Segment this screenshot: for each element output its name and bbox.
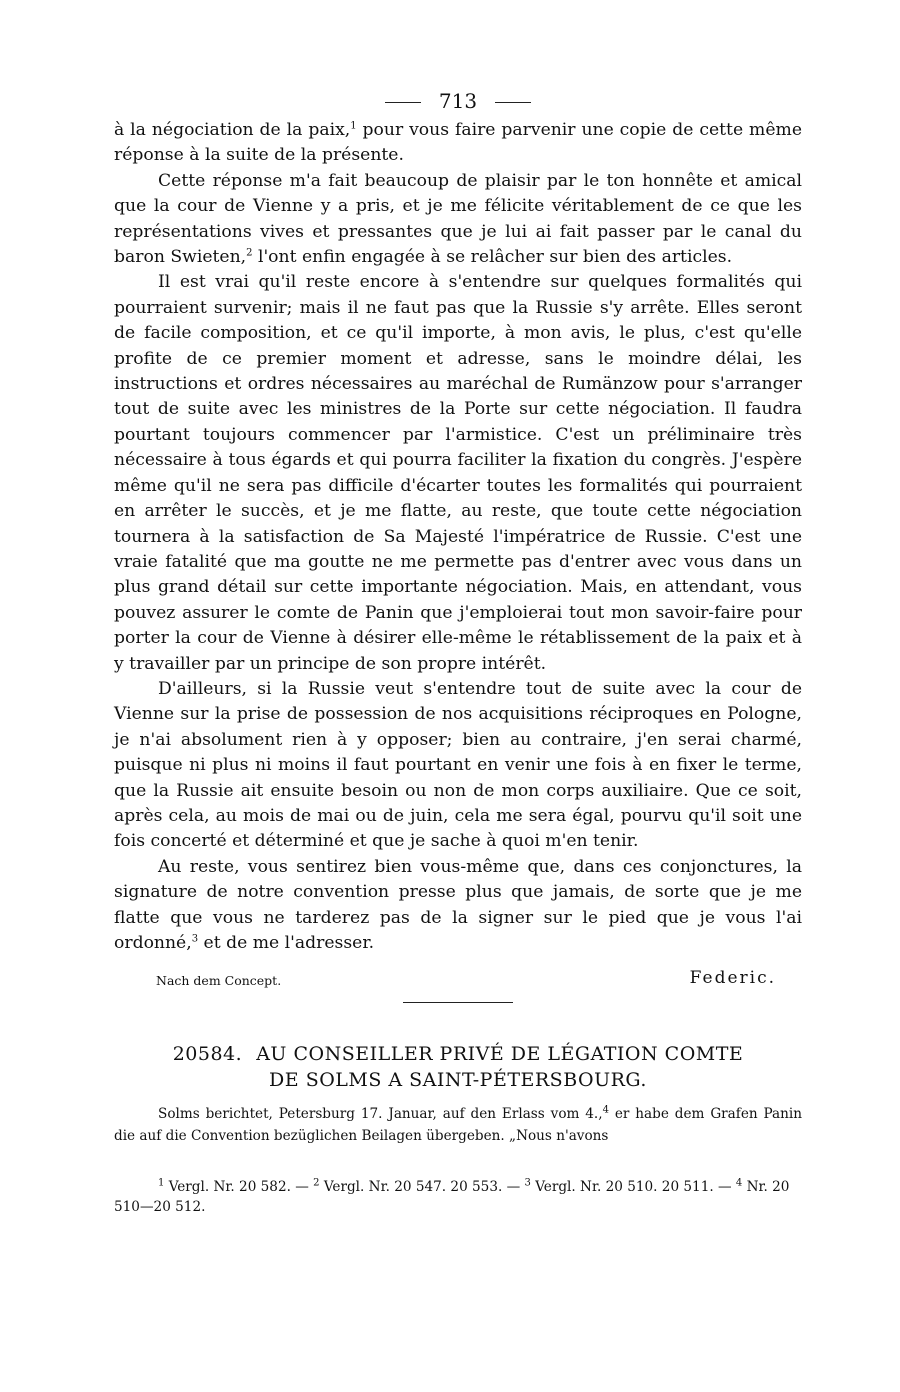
text-run: pour vous faire parvenir une copie de cette même réponse à la suite de la présente. bbox=[114, 120, 802, 166]
footnote-marker: 4 bbox=[735, 1177, 743, 1189]
paragraph bbox=[114, 270, 802, 677]
text-run: Il est vrai qu'il reste encore à s'entendre sur quelques formalités qui pourraient survenir; mais il ne faut pas que la Russie s'y arrête. Elles seront de facile composition, et ce qu'il importe, à mon avis, le plus, c'est qu'elle profite de ce premier moment et adresse, sans le moindre délai, les instructions et ordres nécessaires au maréchal de Rumänzow pour s'arranger tout de suite avec les ministres de la Porte sur cette négociation. Il faudra pourtant toujours commencer par l'armistice. C'est un préliminaire très nécessaire à tous égards et qui pourra faciliter la fixation du congrès. J'espère même qu'il ne sera pas difficile d'écarter toutes les formalités qui pourraient en arrêter le succès, et je me flatte, au reste, que toute cette négociation tournera à la satisfaction de Sa Majesté l'impératrice de Russie. C'est une vraie fatalité que ma goutte ne me permette pas d'entrer avec vous dans un plus grand détail sur cette importante négociation. Mais, en attendant, vous pouvez assurer le comte de Panin que j'emploierai tout mon savoir-faire pour porter la cour de Vienne à désirer elle-même le rétablissement de la paix et à y travailler par un principe de son propre intérêt. bbox=[114, 272, 802, 674]
heading-title-line1: AU CONSEILLER PRIVÉ DE LÉGATION COMTE bbox=[256, 1043, 744, 1066]
text-run: Nr. 20 510—20 512. bbox=[114, 1179, 790, 1216]
footnote-marker: 3 bbox=[191, 933, 199, 945]
footnote-marker: 3 bbox=[524, 1177, 531, 1189]
document-number: 20584. bbox=[172, 1043, 243, 1066]
text-run: Au reste, vous sentirez bien vous-même que, dans ces conjonctures, la signature de notre convention presse plus que jamais, de sorte que je me flatte que vous ne tarderez pas de la signer sur le pied que je vous l'ai ordonné, bbox=[114, 856, 802, 953]
document-heading-line1 bbox=[114, 1041, 802, 1067]
closing-row bbox=[114, 960, 802, 988]
footnote-marker: 2 bbox=[313, 1177, 320, 1189]
footnote-marker: 1 bbox=[350, 120, 357, 132]
paragraph bbox=[114, 677, 802, 855]
document-summary bbox=[114, 1103, 802, 1147]
section-divider bbox=[403, 1002, 513, 1003]
letter-body bbox=[114, 118, 802, 956]
text-run: Cette réponse m'a fait beaucoup de plaisir par le ton honnête et amical que la cour de Vienne y a pris, et je me félicite véritablement de ce que les représentations vives et pressantes que je lui ai fait passer par le canal du baron Swieten, bbox=[114, 170, 802, 268]
signature: Federic. bbox=[689, 968, 776, 989]
header-dash-right bbox=[495, 102, 531, 103]
paragraph bbox=[114, 169, 802, 271]
header-dash-left bbox=[385, 102, 421, 103]
text-run: Solms berichtet, Petersburg 17. Januar, auf den Erlass vom 4., bbox=[158, 1106, 603, 1123]
footnote-marker: 1 bbox=[158, 1177, 165, 1189]
page-number: 713 bbox=[438, 89, 478, 113]
text-run: l'ont enfin engagée à se relâcher sur bien des articles. bbox=[252, 247, 733, 268]
source-note: Nach dem Concept. bbox=[156, 973, 282, 989]
heading-title-line2: DE SOLMS A SAINT-PÉTERSBOURG. bbox=[269, 1069, 647, 1092]
footnote-marker: 4 bbox=[602, 1104, 609, 1116]
paragraph bbox=[114, 118, 802, 169]
text-run: Vergl. Nr. 20 582. — bbox=[164, 1179, 314, 1196]
text-run: et de me l'adresser. bbox=[198, 933, 375, 953]
text-run: à la négociation de la paix, bbox=[114, 120, 351, 140]
footnotes bbox=[114, 1177, 802, 1217]
text-run: D'ailleurs, si la Russie veut s'entendre tout de suite avec la cour de Vienne sur la prise de possession de nos acquisitions réciproques en Pologne, je n'ai absolument rien à y opposer; bien au contraire, j'en serai charmé, puisque ni plus ni moins il faut pourtant en venir une fois à en fixer le terme, que la Russie ait ensuite besoin ou non de mon corps auxiliaire. Que ce soit, après cela, au mois de mai ou de juin, cela me sera égal, pourvu qu'il soit une fois concerté et déterminé et que je sache à quoi m'en tenir. bbox=[114, 678, 802, 852]
text-run: er habe dem Grafen Panin die auf die Convention bezüglichen Beilagen übergeben. „Nous n'avons bbox=[114, 1106, 803, 1145]
text-run: Vergl. Nr. 20 510. 20 511. — bbox=[530, 1179, 736, 1196]
document-page bbox=[114, 84, 802, 1217]
paragraph bbox=[114, 855, 802, 957]
text-run: Vergl. Nr. 20 547. 20 553. — bbox=[319, 1179, 525, 1196]
document-heading bbox=[114, 1041, 802, 1093]
page-header bbox=[114, 84, 802, 118]
footnote-marker: 2 bbox=[246, 247, 253, 259]
